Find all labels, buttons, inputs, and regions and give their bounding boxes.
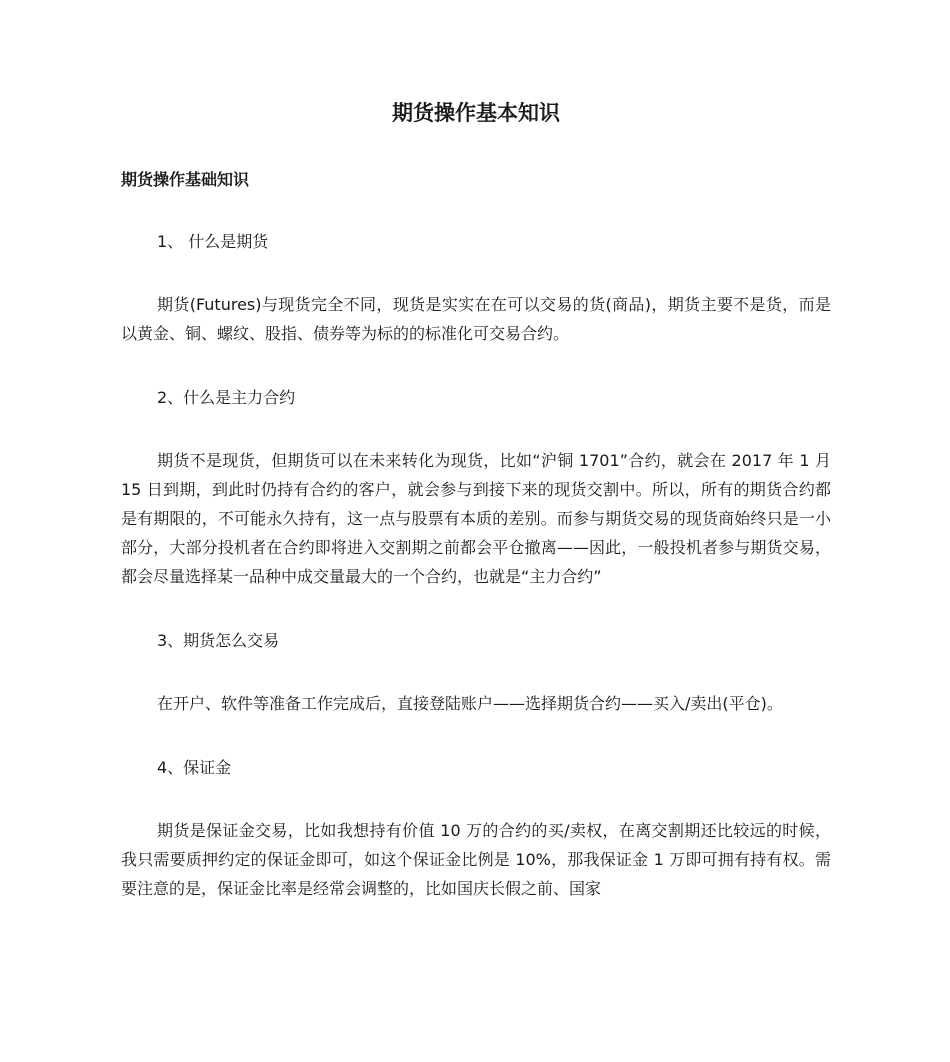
item-body-3: 在开户、软件等准备工作完成后，直接登陆账户——选择期货合约——买入/卖出(平仓)。	[157, 694, 783, 713]
item-body-4: 期货是保证金交易，比如我想持有价值 10 万的合约的买/卖权，在离交割期还比较远的时候，我只需要质押约定的保证金即可，如这个保证金比例是 10%，那我保证金 1 万即可拥有持有权。需要注意的是，保证金比率是经常会调整的，比如国庆长假之前、国家	[121, 821, 831, 898]
item-heading-1: 1、 什么是期货	[157, 232, 269, 251]
item-body-1: 期货(Futures)与现货完全不同，现货是实实在在可以交易的货(商品)，期货主要不是货，而是以黄金、铜、螺纹、股指、债券等为标的的标准化可交易合约。	[121, 295, 831, 343]
item-heading-2: 2、什么是主力合约	[157, 388, 296, 407]
item-heading-3: 3、期货怎么交易	[157, 631, 280, 650]
document-content	[121, 96, 831, 919]
section-title: 期货操作基础知识	[121, 170, 250, 189]
item-heading-4: 4、保证金	[157, 758, 232, 777]
item-body-2: 期货不是现货，但期货可以在未来转化为现货，比如“沪铜 1701”合约，就会在 2017 年 1 月 15 日到期，到此时仍持有合约的客户，就会参与到接下来的现货交割中。所以，所有的期货合约都是有期限的，不可能永久持有，这一点与股票有本质的差别。而参与期货交易的现货商始终只是一小部分，大部分投机者在合约即将进入交割期之前都会平仓撤离——因此，一般投机者参与期货交易，都会尽量选择某一品种中成交量最大的一个合约，也就是“主力合约”	[121, 451, 831, 586]
page-title: 期货操作基本知识	[392, 101, 560, 125]
